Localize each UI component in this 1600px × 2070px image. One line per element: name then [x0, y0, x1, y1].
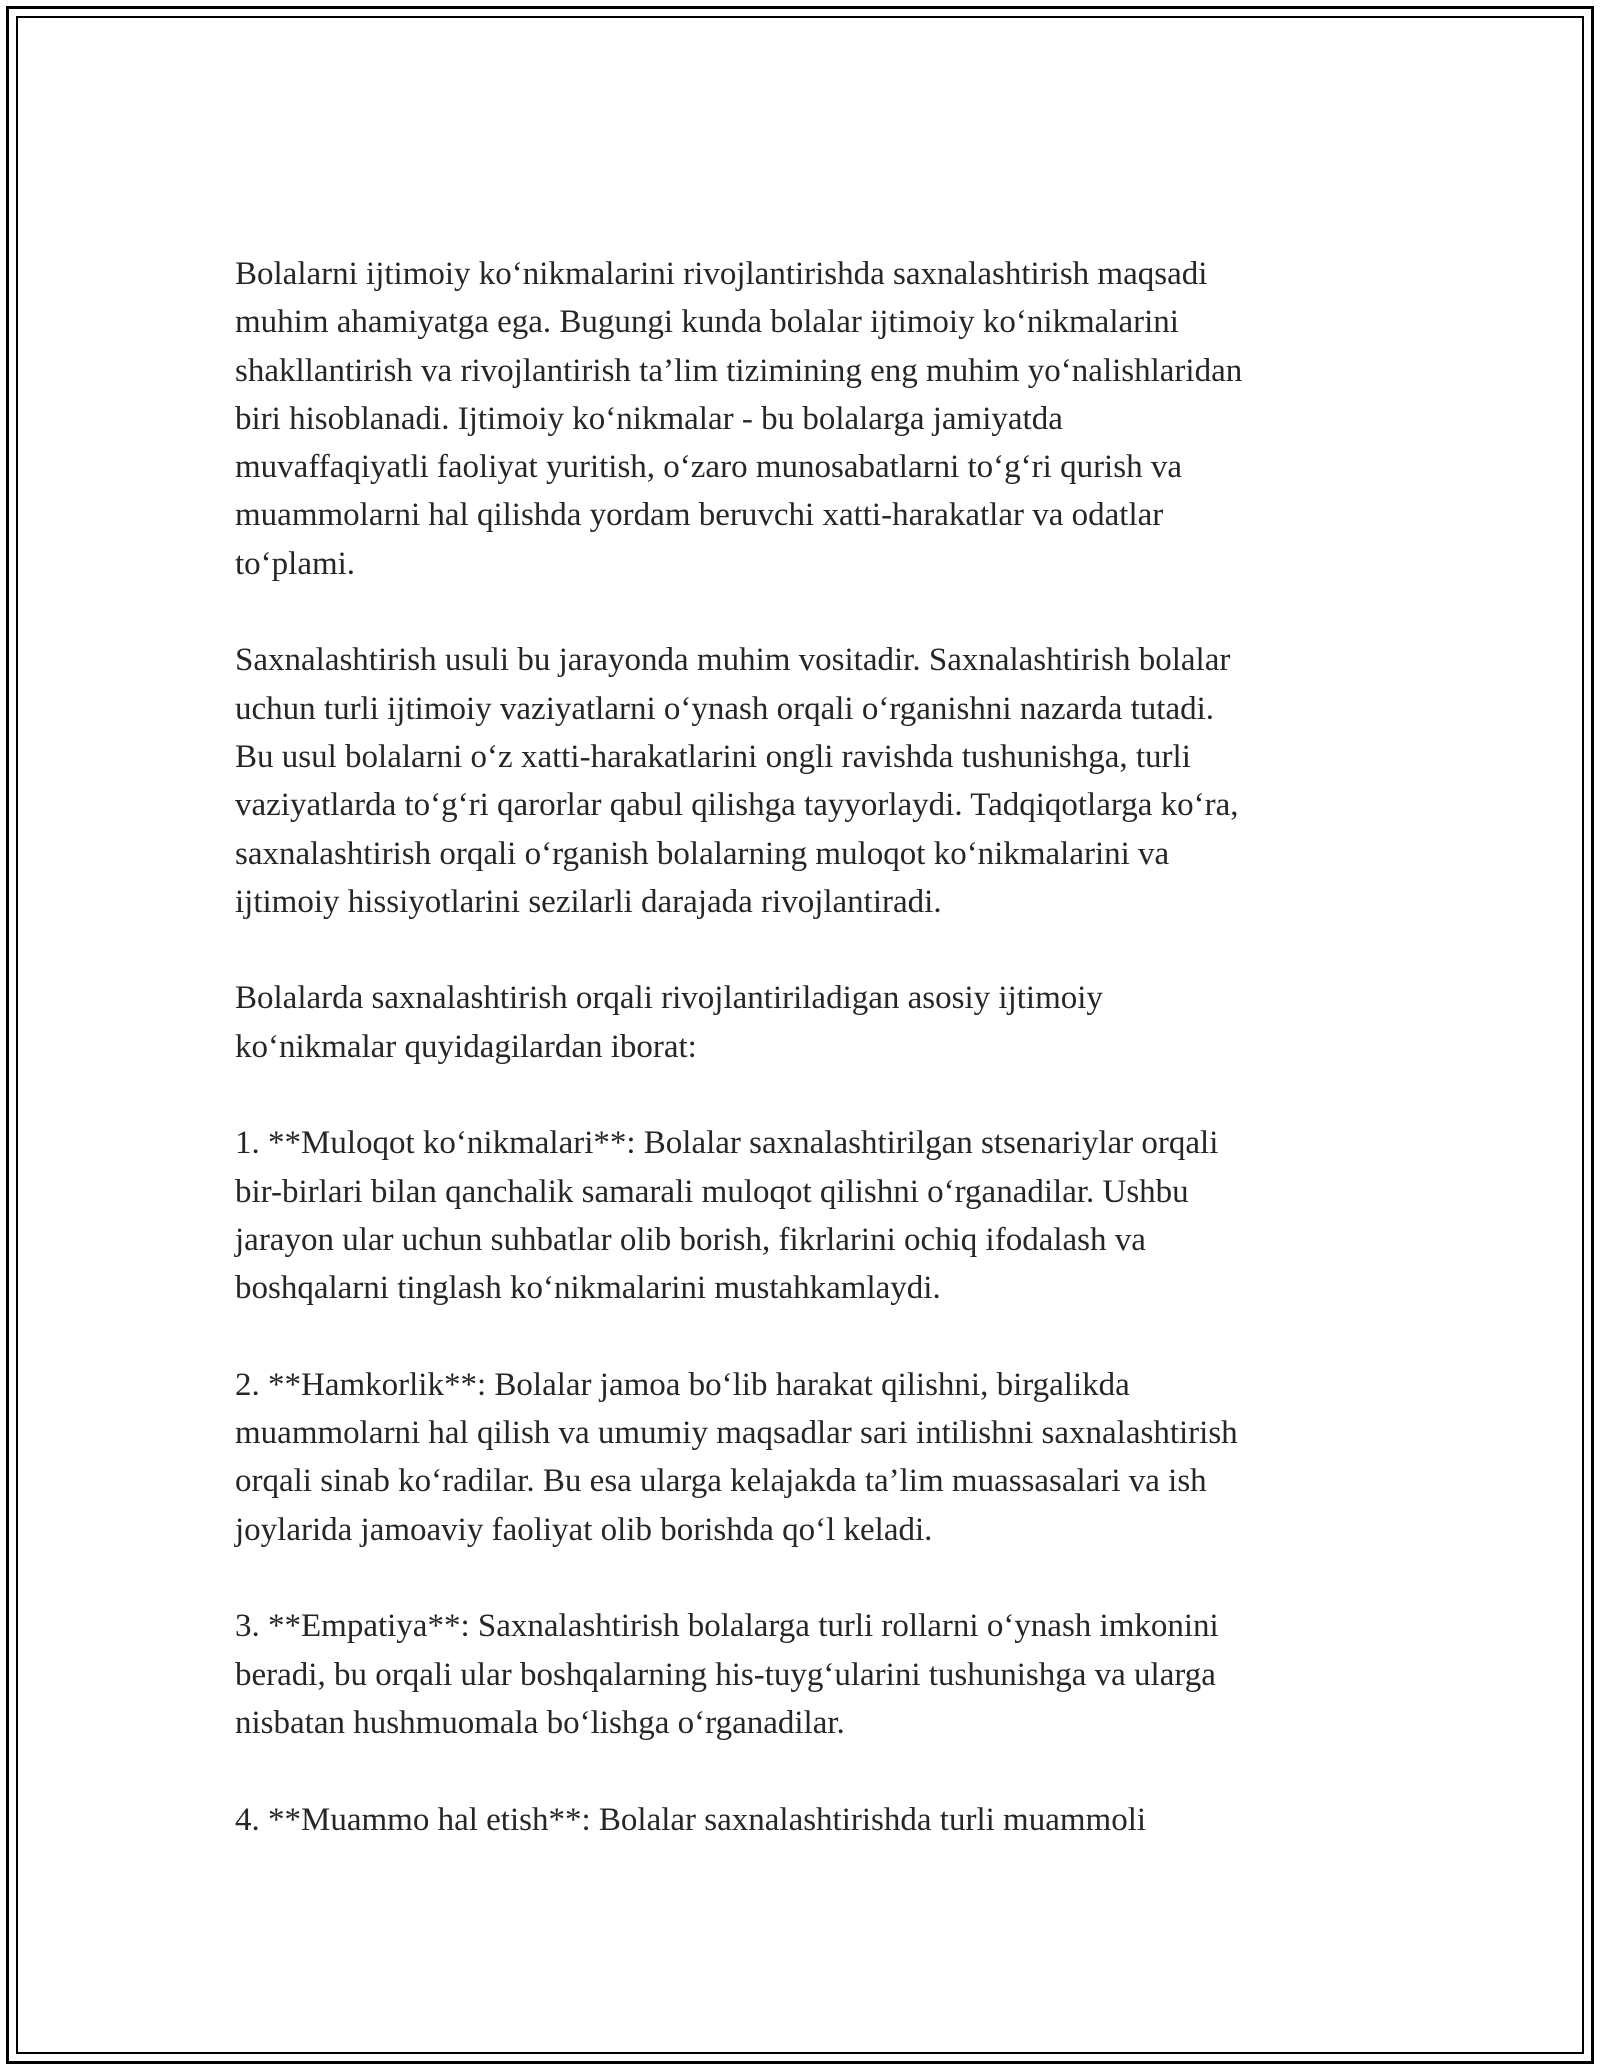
- list-item-cooperation: 2. **Hamkorlik**: Bolalar jamoa bo‘lib harakat qilishni, birgalikda muammolarni hal qilish va umumiy maqsadlar sari intilishni saxnalashtirish orqali sinab ko‘radilar. Bu esa ularga kelajakda ta’lim muassasalari va ish joylarida jamoaviy faoliyat olib borishda qo‘l keladi.: [235, 1366, 1238, 1548]
- paragraph-intro: Bolalarni ijtimoiy ko‘nikmalarini rivojlantirishda saxnalashtirish maqsadi muhim ahamiyatga ega. Bugungi kunda bolalar ijtimoiy ko‘nikmalarini shakllantirish va rivojlantirish ta’lim tizimining eng muhim yo‘nalishlaridan biri hisoblanadi. Ijtimoiy ko‘nikmalar - bu bolalarga jamiyatda muvaffaqiyatli faoliyat yuritish, o‘zaro munosabatlarni to‘g‘ri qurish va muammolarni hal qilishda yordam beruvchi xatti-harakatlar va odatlar to‘plami.: [235, 256, 1243, 582]
- list-item-problem-solving: 4. **Muammo hal etish**: Bolalar saxnalashtirishda turli muammoli: [235, 1801, 1147, 1838]
- paragraph-method: Saxnalashtirish usuli bu jarayonda muhim vositadir. Saxnalashtirish bolalar uchun turli ijtimoiy vaziyatlarni o‘ynash orqali o‘rganishni nazarda tutadi. Bu usul bolalarni o‘z xatti-harakatlarini ongli ravishda tushunishga, turli vaziyatlarda to‘g‘ri qarorlar qabul qilishga tayyorlaydi. Tadqiqotlarga ko‘ra, saxnalashtirish orqali o‘rganish bolalarning muloqot ko‘nikmalarini va ijtimoiy hissiyotlarini sezilarli darajada rivojlantiradi.: [235, 642, 1239, 920]
- list-item-communication: 1. **Muloqot ko‘nikmalari**: Bolalar saxnalashtirilgan stsenariylar orqali bir-birlari bilan qanchalik samarali muloqot qilishni o‘rganadilar. Ushbu jarayon ular uchun suhbatlar olib borish, fikrlarini ochiq ifodalash va boshqalarni tinglash ko‘nikmalarini mustahkamlaydi.: [235, 1125, 1219, 1307]
- document-body: [235, 250, 1415, 1844]
- list-item-empathy: 3. **Empatiya**: Saxnalashtirish bolalarga turli rollarni o‘ynash imkonini beradi, bu orqali ular boshqalarning his-tuyg‘ularini tushunishga va ularga nisbatan hushmuomala bo‘lishga o‘rganadilar.: [235, 1608, 1219, 1741]
- paragraph-skills-intro: Bolalarda saxnalashtirish orqali rivojlantiriladigan asosiy ijtimoiy ko‘nikmalar quyidagilardan iborat:: [235, 980, 1103, 1065]
